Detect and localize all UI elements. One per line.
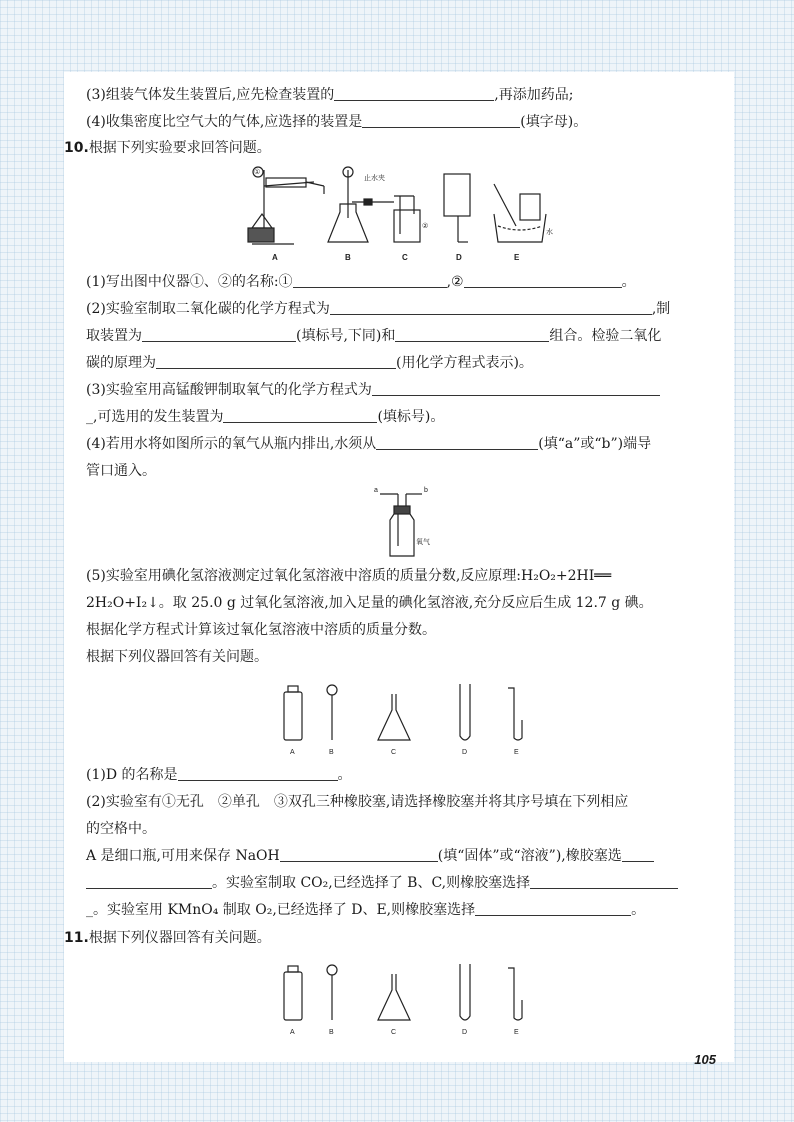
fig-label-c: C — [402, 253, 408, 262]
q10-part2c: 碳的原理为 (用化学方程式表示)。 — [86, 355, 533, 371]
instrument-part1: (1)D 的名称是 。 — [86, 767, 352, 783]
q9-part3: (3)组装气体发生装置后,应先检查装置的 ,再添加药品; — [86, 87, 574, 103]
answer-blank[interactable] — [293, 273, 447, 288]
answer-blank[interactable] — [280, 847, 438, 862]
q10-part2: (2)实验室制取二氧化碳的化学方程式为 ,制 — [86, 301, 671, 317]
instrument-part2-c: _。实验室用 KMnO₄ 制取 O₂,已经选择了 D、E,则橡胶塞选择 。 — [86, 902, 646, 918]
apparatus-e — [494, 184, 546, 242]
q10-part4b: 管口通入。 — [86, 463, 156, 479]
q10-part4: (4)若用水将如图所示的氧气从瓶内排出,水须从 (填“a”或“b”)端导 — [86, 436, 652, 452]
fig-label-d: D — [456, 253, 462, 262]
instrument-label-b: B — [329, 749, 334, 756]
apparatus-a — [248, 167, 324, 244]
q11-label-c: C — [391, 1029, 397, 1036]
apparatus-c — [394, 196, 420, 242]
q10-stem: 10.根据下列实验要求回答问题。 — [64, 140, 271, 156]
q10-part1: (1)写出图中仪器①、②的名称:① ,② 。 — [86, 274, 636, 290]
q11-label-a: A — [290, 1029, 295, 1036]
instruments-figure-2 — [274, 960, 534, 1038]
instrument-label-e: E — [514, 749, 519, 756]
port-a-label: a — [374, 487, 378, 494]
fig-label-b: B — [345, 253, 351, 262]
instrument-label-a: A — [290, 749, 295, 756]
instrument-part2-line1: (2)实验室有①无孔 ②单孔 ③双孔三种橡胶塞,请选择橡胶塞并将其序号填在下列相应 — [86, 794, 629, 810]
callout-2: ② — [422, 223, 429, 230]
q10-part3: (3)实验室用高锰酸钾制取氧气的化学方程式为 — [86, 380, 756, 400]
answer-blank[interactable] — [178, 766, 338, 781]
q11-label-b: B — [329, 1029, 334, 1036]
oxygen-label: 氧气 — [416, 539, 430, 546]
q11-stem: 11.根据下列仪器回答有关问题。 — [64, 930, 271, 946]
apparatus-figure — [244, 164, 564, 264]
q10-part5-line3: 根据化学方程式计算该过氧化氢溶液中溶质的质量分数。 — [86, 622, 436, 638]
q10-part2b: 取装置为 (填标号,下同)和 组合。检验二氧化 — [86, 328, 662, 344]
instruments-figure-1 — [274, 680, 534, 758]
instrument-label-d: D — [462, 749, 468, 756]
callout-1: ① — [254, 169, 261, 176]
fig-label-e: E — [514, 253, 520, 262]
answer-blank[interactable] — [362, 113, 520, 128]
instrument-part2-b: 。实验室制取 CO₂,已经选择了 B、C,则橡胶塞选择 — [86, 873, 756, 893]
fig-label-a: A — [272, 253, 278, 262]
answer-blank[interactable] — [334, 86, 494, 101]
q10-part5-line2: 2H₂O+I₂↓。取 25.0 g 过氧化氢溶液,加入足量的碘化氢溶液,充分反应后生成 12.7 g 碘。 — [86, 595, 653, 611]
callout-water: 水 — [546, 229, 553, 236]
answer-blank[interactable] — [142, 327, 296, 342]
gas-bottle-figure — [370, 486, 450, 562]
answer-blank[interactable] — [156, 354, 396, 369]
q10-part3b: _,可选用的发生装置为 (填标号)。 — [86, 409, 445, 425]
q11-label-d: D — [462, 1029, 468, 1036]
port-b-label: b — [424, 487, 428, 494]
instrument-question-stem: 根据下列仪器回答有关问题。 — [86, 649, 268, 665]
q11-label-e: E — [514, 1029, 519, 1036]
answer-blank[interactable] — [376, 435, 538, 450]
answer-blank[interactable] — [372, 381, 660, 396]
callout-clamp: 止水夹 — [364, 175, 385, 182]
instrument-label-c: C — [391, 749, 397, 756]
answer-blank[interactable] — [464, 273, 622, 288]
page-content — [64, 72, 734, 1062]
answer-blank[interactable] — [622, 847, 654, 862]
answer-blank[interactable] — [475, 901, 631, 916]
answer-blank[interactable] — [530, 874, 678, 889]
answer-blank[interactable] — [395, 327, 549, 342]
q9-part4: (4)收集密度比空气大的气体,应选择的装置是 (填字母)。 — [86, 114, 588, 130]
apparatus-d — [444, 174, 470, 242]
answer-blank[interactable] — [223, 408, 377, 423]
answer-blank[interactable] — [86, 874, 212, 889]
answer-blank[interactable] — [330, 300, 652, 315]
instrument-part2-line2: 的空格中。 — [86, 821, 156, 837]
q10-part5-line1: (5)实验室用碘化氢溶液测定过氧化氢溶液中溶质的质量分数,反应原理:H₂O₂+2HI══ — [86, 568, 612, 584]
page-number: 105 — [694, 1052, 716, 1067]
instrument-part2-a: A 是细口瓶,可用来保存 NaOH (填“固体”或“溶液”),橡胶塞选 — [86, 846, 756, 866]
